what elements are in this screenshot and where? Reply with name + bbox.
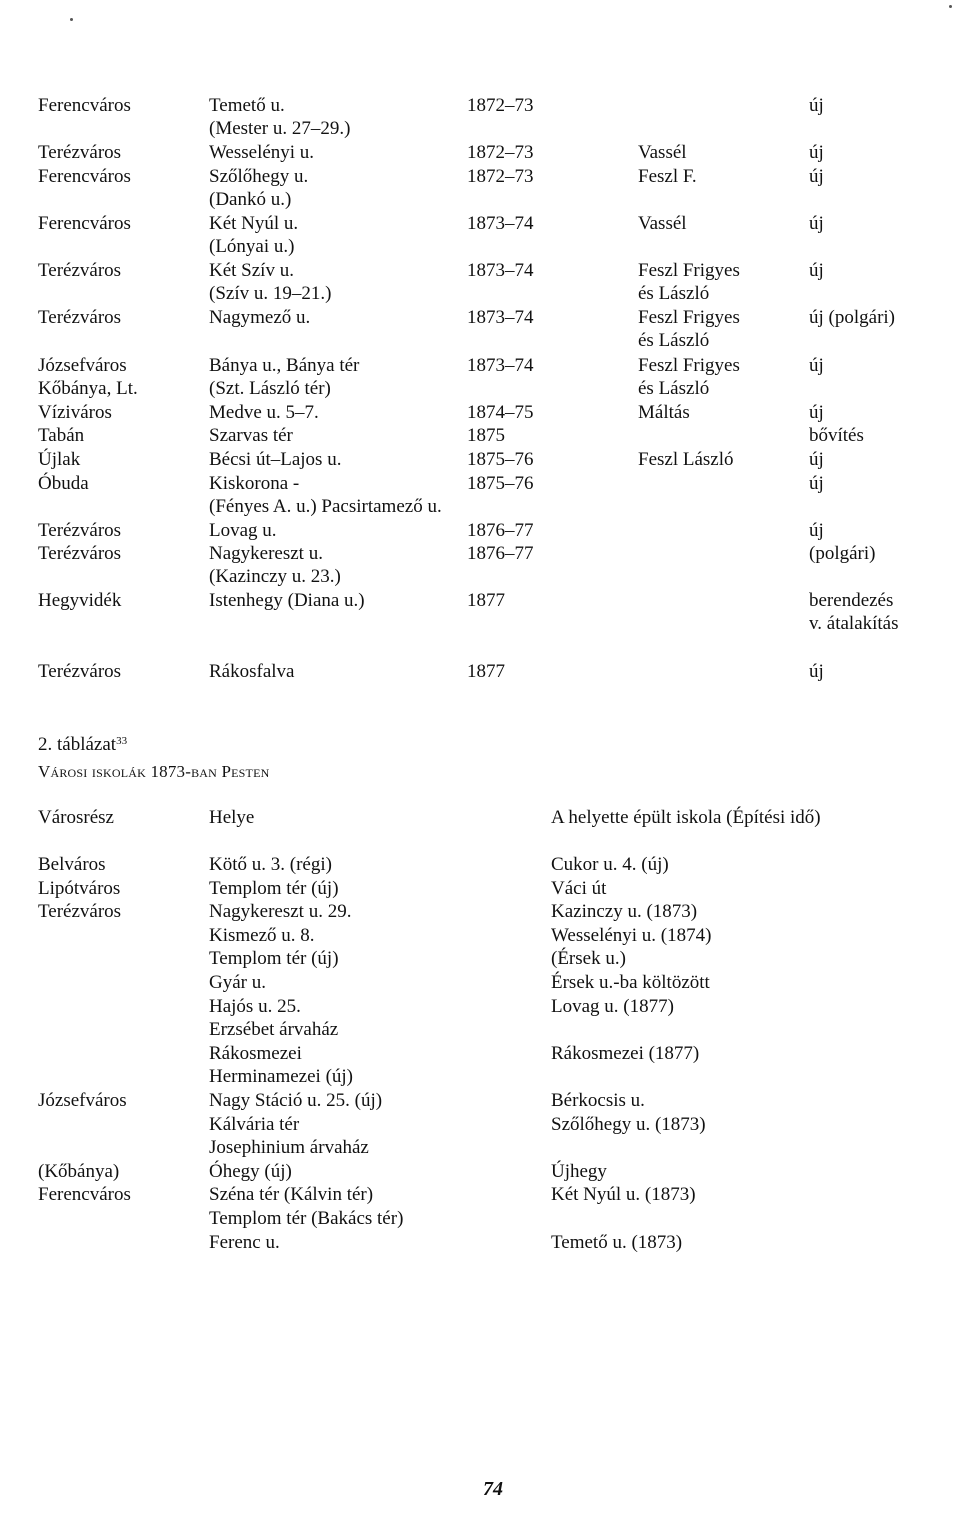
- cell-line: 1873–74: [467, 260, 534, 282]
- table-cell-c2: [209, 660, 294, 683]
- cell-line: Nagykereszt u.: [209, 543, 323, 565]
- table-cell-c2: Hajós u. 25.: [209, 995, 301, 1017]
- table-row: [0, 1065, 960, 1089]
- cell-line: új: [809, 212, 824, 234]
- cell-line: Istenhegy (Diana u.): [209, 590, 365, 612]
- table-cell-c4: [638, 401, 690, 424]
- table-cell-c2: [209, 165, 308, 211]
- table-cell-c5: [809, 212, 824, 235]
- cell-line: Feszl F.: [638, 165, 697, 187]
- table-cell-c3: Szőlőhegy u. (1873): [551, 1113, 706, 1135]
- cell-line: 1876–77: [467, 519, 534, 541]
- table-cell-c1: [38, 212, 131, 235]
- table-cell-c2: [209, 259, 331, 305]
- table-cell-c4: [638, 212, 687, 235]
- table-cell-c1: [38, 424, 84, 447]
- cell-line: új: [809, 472, 824, 494]
- table-cell-c2: Templom tér (Bakács tér): [209, 1207, 404, 1229]
- table-cell-c5: [809, 354, 824, 377]
- table-cell-c3: [467, 401, 534, 424]
- table-cell-c3: [467, 165, 534, 188]
- table-row: [0, 660, 960, 684]
- table-cell-c4: [638, 141, 687, 164]
- table-cell-c2: Kötő u. 3. (régi): [209, 854, 332, 875]
- table-cell-c2: [209, 589, 365, 612]
- table-cell-c1: [38, 542, 121, 565]
- cell-line: Terézváros: [38, 260, 122, 282]
- table-cell-c1: [38, 401, 112, 424]
- table-cell-c2: Templom tér (új): [209, 877, 339, 899]
- table-cell-c4: [638, 354, 740, 400]
- table-cell-c3: [467, 306, 534, 329]
- cell-line: új: [809, 519, 824, 541]
- table-cell-c5: [809, 589, 899, 635]
- cell-line: Terézváros: [38, 543, 122, 565]
- caption-label: 2. táblázat: [38, 734, 117, 755]
- cell-line: Kiskorona -: [209, 472, 300, 494]
- table-row: [0, 995, 960, 1019]
- table-row: [0, 401, 960, 425]
- table-cell-c5: [809, 448, 824, 471]
- cell-line: 1873–74: [467, 307, 534, 329]
- city-schools-1873-table: [0, 806, 960, 1254]
- cell-line: 1874–75: [467, 401, 534, 423]
- table-cell-c2: Herminamezei (új): [209, 1066, 354, 1088]
- table-cell-c1: (Kőbánya): [38, 1160, 120, 1182]
- cell-line: új: [809, 660, 824, 682]
- table-row: [0, 212, 960, 259]
- table-cell-c2: [209, 306, 310, 329]
- table-cell-c2: Templom tér (új): [209, 948, 339, 970]
- table-cell-c1: [38, 472, 89, 495]
- cell-line: (Lónyai u.): [209, 235, 295, 257]
- cell-line: Feszl Frigyes: [638, 307, 740, 329]
- table-cell-c3: Cukor u. 4. (új): [551, 854, 669, 875]
- table-cell-c3: Kazinczy u. (1873): [551, 901, 698, 923]
- cell-line: Temető u.: [209, 95, 285, 116]
- table-cell-c2: Nagy Stáció u. 25. (új): [209, 1089, 383, 1111]
- cell-line: Két Szív u.: [209, 260, 294, 282]
- cell-line: Hegyvidék: [38, 590, 122, 612]
- table-cell-c4: [638, 448, 734, 471]
- table-cell-c1: [38, 354, 138, 400]
- table-cell-c3: Váci út: [551, 877, 607, 899]
- cell-line: (Szt. László tér): [209, 377, 331, 399]
- table-cell-c3: Bérkocsis u.: [551, 1089, 645, 1111]
- table-row: [0, 589, 960, 636]
- cell-line: 1875–76: [467, 472, 534, 494]
- table-cell-c2: Kismező u. 8.: [209, 924, 315, 946]
- table-cell-c1: Lipótváros: [38, 877, 121, 899]
- footnote-ref: 33: [116, 735, 128, 747]
- table-row: [0, 165, 960, 212]
- table-subcaption: [38, 760, 269, 783]
- page-number: 74: [483, 1478, 503, 1500]
- table-row: [0, 1113, 960, 1137]
- table-row: [0, 306, 960, 353]
- cell-line: Józsefváros: [38, 354, 127, 376]
- table-cell-c2: Nagykereszt u. 29.: [209, 901, 352, 923]
- table-row: [0, 947, 960, 971]
- cell-line: Ferencváros: [38, 95, 131, 116]
- table-cell-c3: Wesselényi u. (1874): [551, 924, 712, 946]
- table-row: [0, 1089, 960, 1113]
- table-cell-c3: Újhegy: [551, 1160, 607, 1182]
- schools-construction-table: [0, 94, 960, 683]
- table-row: [0, 448, 960, 472]
- table-row: [0, 472, 960, 519]
- table-cell-c2: Ferenc u.: [209, 1231, 280, 1253]
- cell-line: új: [809, 448, 824, 470]
- table-cell-c1: Józsefváros: [38, 1089, 127, 1111]
- table-cell-c3: Két Nyúl u. (1873): [551, 1184, 696, 1206]
- cell-line: Medve u. 5–7.: [209, 401, 319, 423]
- cell-line: 1873–74: [467, 354, 534, 376]
- cell-line: Víziváros: [38, 401, 112, 423]
- cell-line: Wesselényi u.: [209, 142, 315, 164]
- table-cell-c3: [467, 212, 534, 235]
- cell-line: új: [809, 354, 824, 376]
- table-cell-c1: Terézváros: [38, 901, 122, 923]
- cell-line: 1873–74: [467, 212, 534, 234]
- table-cell-c3: [467, 448, 534, 471]
- header-district: Városrész: [38, 807, 114, 828]
- table-cell-c2: Josephinium árvaház: [209, 1137, 369, 1159]
- cell-line: Máltás: [638, 401, 690, 423]
- cell-line: (Fényes A. u.) Pacsirtamező u.: [209, 495, 442, 517]
- table-row: [0, 1207, 960, 1231]
- cell-line: (Mester u. 27–29.): [209, 118, 351, 139]
- cell-line: Vassél: [638, 212, 687, 234]
- scan-speck: [70, 18, 73, 21]
- table-cell-c5: [809, 165, 824, 188]
- cell-line: Kőbánya, Lt.: [38, 377, 138, 399]
- cell-line: Bánya u., Bánya tér: [209, 354, 360, 376]
- cell-line: berendezés: [809, 590, 894, 612]
- subcaption-text: Városi iskolák 1873-ban Pesten: [38, 762, 270, 781]
- cell-line: 1877: [467, 660, 505, 682]
- table-cell-c2: [209, 519, 277, 542]
- cell-line: Szarvas tér: [209, 425, 293, 447]
- table-cell-c3: [467, 472, 534, 495]
- table-body: [0, 853, 960, 1254]
- table-cell-c4: [638, 306, 740, 352]
- table-row: [0, 424, 960, 448]
- table-cell-c2: [209, 354, 359, 400]
- table-cell-c3: Lovag u. (1877): [551, 995, 674, 1017]
- table-cell-c5: [809, 401, 824, 424]
- table-row: [0, 924, 960, 948]
- cell-line: 1872–73: [467, 142, 534, 164]
- table-cell-c3: Temető u. (1873): [551, 1231, 683, 1253]
- table-cell-c5: [809, 141, 824, 164]
- table-cell-c3: [467, 424, 505, 447]
- cell-line: Terézváros: [38, 307, 122, 329]
- scan-speck: [949, 5, 952, 8]
- table-cell-c4: [638, 259, 740, 305]
- table-cell-c3: [467, 519, 534, 542]
- table-cell-c2: Gyár u.: [209, 971, 266, 993]
- table-row: [0, 1042, 960, 1066]
- cell-line: Terézváros: [38, 660, 122, 682]
- header-location: Helye: [209, 807, 255, 828]
- header-replacement: A helyette épült iskola (Építési idő): [551, 807, 821, 828]
- table-row: [0, 1183, 960, 1207]
- table-cell-c3: Rákosmezei (1877): [551, 1042, 700, 1064]
- cell-line: 1872–73: [467, 165, 534, 187]
- table-row: [0, 519, 960, 543]
- table-cell-c1: Belváros: [38, 854, 106, 875]
- table-row: [0, 971, 960, 995]
- table-header-row: [0, 806, 960, 829]
- cell-line: 1875: [467, 425, 505, 447]
- table-cell-c5: [809, 472, 824, 495]
- table-cell-c2: [209, 448, 341, 471]
- table-cell-c2: [209, 472, 442, 518]
- cell-line: új: [809, 260, 824, 282]
- table-cell-c3: [467, 259, 534, 282]
- cell-line: új: [809, 401, 824, 423]
- table-cell-c1: [38, 141, 121, 164]
- cell-line: 1875–76: [467, 448, 534, 470]
- table-cell-c2: [209, 94, 350, 140]
- table-cell-c5: [809, 306, 895, 329]
- table-row: [0, 1160, 960, 1184]
- table-cell-c5: [809, 424, 864, 447]
- table-cell-c1: [38, 589, 121, 612]
- table-cell-c1: [38, 519, 121, 542]
- table-cell-c2: Óhegy (új): [209, 1160, 292, 1182]
- table-cell-c1: [38, 259, 121, 282]
- cell-line: Szőlőhegy u.: [209, 165, 309, 187]
- cell-line: Két Nyúl u.: [209, 212, 299, 234]
- cell-line: v. átalakítás: [809, 613, 899, 635]
- table-row: [0, 141, 960, 165]
- table-cell-c1: [38, 660, 121, 683]
- cell-line: (Dankó u.): [209, 188, 292, 210]
- cell-line: Rákosfalva: [209, 660, 295, 682]
- cell-line: Ferencváros: [38, 165, 131, 187]
- cell-line: új: [809, 165, 824, 187]
- cell-line: (Szív u. 19–21.): [209, 283, 332, 305]
- cell-line: Feszl László: [638, 448, 734, 470]
- cell-line: 1876–77: [467, 543, 534, 565]
- table-cell-c1: [38, 94, 131, 117]
- table-cell-c5: [809, 542, 875, 565]
- cell-line: új (polgári): [809, 307, 896, 329]
- table-row: [0, 877, 960, 901]
- table-cell-c5: [809, 259, 824, 282]
- table-cell-c2: [209, 401, 319, 424]
- table-row: [0, 1018, 960, 1042]
- table-cell-c2: Rákosmezei: [209, 1042, 302, 1064]
- cell-line: és László: [638, 283, 710, 305]
- table-caption: [38, 733, 127, 759]
- cell-line: (Kazinczy u. 23.): [209, 566, 341, 588]
- table-row: [0, 354, 960, 401]
- table-row: [0, 1231, 960, 1255]
- table-cell-c2: [209, 424, 293, 447]
- table-row: [0, 853, 960, 877]
- cell-line: Lovag u.: [209, 519, 277, 541]
- table-cell-c1: Ferencváros: [38, 1184, 131, 1206]
- cell-line: és László: [638, 330, 710, 352]
- table-cell-c3: Érsek u.-ba költözött: [551, 971, 710, 993]
- cell-line: Tabán: [38, 425, 85, 447]
- table-cell-c4: [638, 165, 697, 188]
- table-cell-c3: [467, 542, 534, 565]
- table-cell-c3: [467, 94, 534, 117]
- table-cell-c3: [467, 660, 505, 683]
- table-row: [0, 900, 960, 924]
- table-cell-c3: [467, 141, 534, 164]
- table-row: [0, 1136, 960, 1160]
- cell-line: Feszl Frigyes: [638, 354, 740, 376]
- cell-line: Vassél: [638, 142, 687, 164]
- cell-line: új: [809, 95, 824, 116]
- table-cell-c2: [209, 212, 298, 258]
- cell-line: 1872–73: [467, 95, 534, 116]
- table-cell-c5: [809, 519, 824, 542]
- cell-line: és László: [638, 377, 710, 399]
- table-cell-c2: [209, 542, 341, 588]
- table-cell-c2: Kálvária tér: [209, 1113, 300, 1135]
- table-cell-c5: [809, 660, 824, 683]
- cell-line: Óbuda: [38, 472, 89, 494]
- table-cell-c2: Széna tér (Kálvin tér): [209, 1184, 374, 1206]
- cell-line: Feszl Frigyes: [638, 260, 740, 282]
- table-cell-c1: [38, 448, 80, 471]
- table-row: [0, 542, 960, 589]
- table-cell-c3: (Érsek u.): [551, 948, 626, 970]
- table-cell-c3: [467, 354, 534, 377]
- table-cell-c2: [209, 141, 314, 164]
- cell-line: 1877: [467, 590, 505, 612]
- cell-line: új: [809, 142, 824, 164]
- cell-line: Bécsi út–Lajos u.: [209, 448, 342, 470]
- table-cell-c5: [809, 94, 824, 117]
- table-row: [0, 94, 960, 141]
- table-row: [0, 259, 960, 306]
- table-cell-c1: [38, 306, 121, 329]
- cell-line: Terézváros: [38, 519, 122, 541]
- cell-line: (polgári): [809, 543, 876, 565]
- cell-line: Újlak: [38, 448, 81, 470]
- cell-line: Ferencváros: [38, 212, 131, 234]
- cell-line: Nagymező u.: [209, 307, 311, 329]
- table-cell-c3: [467, 589, 505, 612]
- table-cell-c1: [38, 165, 131, 188]
- cell-line: Terézváros: [38, 142, 122, 164]
- cell-line: bővítés: [809, 425, 864, 447]
- table-cell-c2: Erzsébet árvaház: [209, 1019, 339, 1041]
